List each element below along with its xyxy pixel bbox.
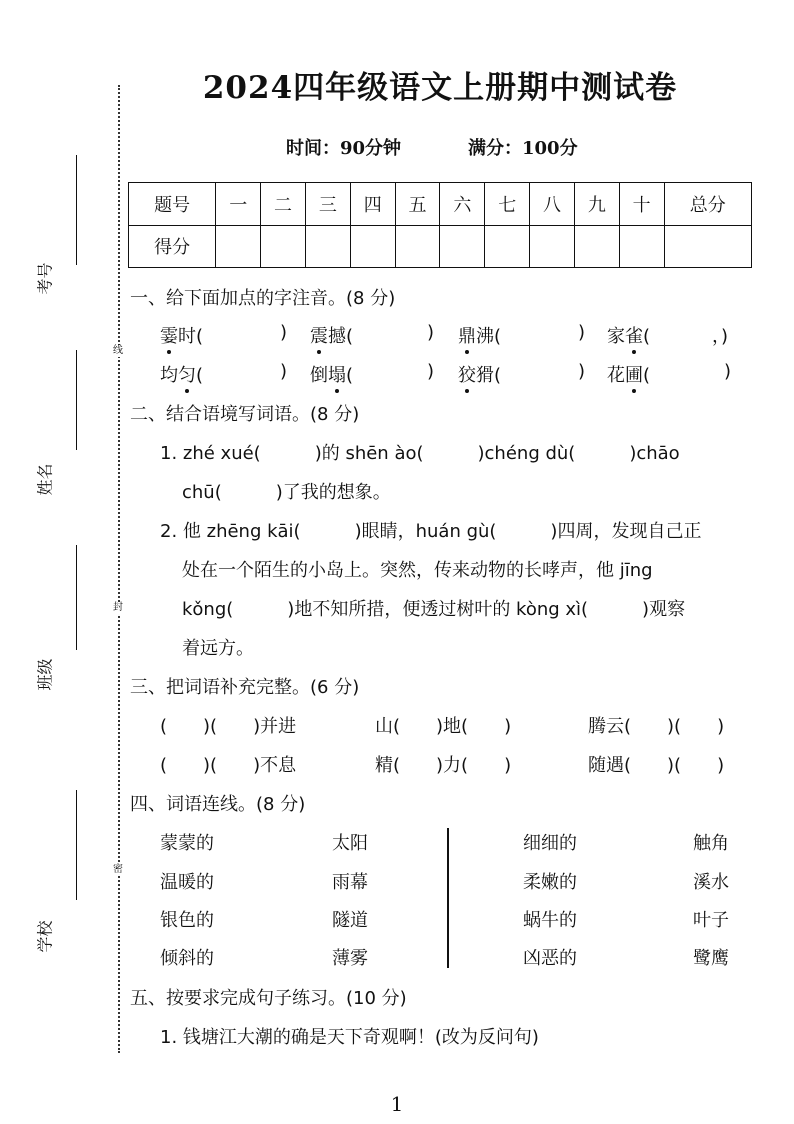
q2-line-3: 2. 他 zhēng kāi( )眼睛，huán gù( )四周，发现自己正	[160, 521, 702, 542]
pinyin-close: )	[427, 322, 435, 343]
score-cell[interactable]	[395, 225, 440, 268]
score-table-head-row	[129, 183, 752, 226]
field-school: 学校	[24, 790, 74, 960]
score-cell[interactable]	[574, 225, 619, 268]
pinyin-close: )	[724, 361, 732, 382]
pinyin-item: 家雀(	[607, 326, 651, 347]
pinyin-item: 狡猾(	[458, 365, 502, 386]
match-item: 雨幕	[332, 872, 368, 893]
score-cell[interactable]	[216, 225, 261, 268]
q5-item-1: 1. 钱塘江大潮的确是天下奇观啊！(改为反问句)	[160, 1027, 539, 1048]
idiom-item: 随遇( )( )	[588, 755, 725, 776]
score-head-cell: 一	[216, 183, 261, 226]
full-score: 满分：100分	[468, 138, 578, 159]
pinyin-close: )	[280, 361, 288, 382]
page-title: 2024四年级语文上册期中测试卷	[202, 70, 678, 106]
score-head-cell: 七	[485, 183, 530, 226]
match-item: 鹭鹰	[693, 948, 729, 969]
score-table-score-row	[129, 225, 752, 268]
score-head-cell: 六	[440, 183, 485, 226]
match-item: 倾斜的	[160, 948, 214, 969]
score-head-cell: 八	[530, 183, 575, 226]
q2-line-2: chū( )了我的想象。	[182, 482, 391, 503]
cut-mark-seal: 封	[113, 602, 123, 613]
match-item: 银色的	[160, 910, 214, 931]
score-cell[interactable]	[261, 225, 306, 268]
match-item: 蒙蒙的	[160, 833, 214, 854]
pinyin-close: )	[427, 361, 435, 382]
match-item: 薄雾	[332, 948, 368, 969]
match-item: 叶子	[693, 910, 729, 931]
section-4-title: 四、词语连线。(8 分)	[130, 794, 306, 815]
score-cell[interactable]	[530, 225, 575, 268]
score-head-cell: 十	[619, 183, 664, 226]
field-exam-number: 考号	[24, 155, 74, 325]
section-1-title: 一、给下面加点的字注音。(8 分)	[130, 288, 396, 309]
score-cell[interactable]	[440, 225, 485, 268]
match-item: 溪水	[693, 872, 729, 893]
pinyin-close: )	[578, 322, 586, 343]
match-item: 细细的	[523, 833, 577, 854]
idiom-item: 山( )地( )	[375, 716, 512, 737]
pinyin-item: 花圃(	[607, 365, 651, 386]
score-head-cell: 四	[350, 183, 395, 226]
score-head-cell: 三	[305, 183, 350, 226]
page-number: 1	[390, 1092, 404, 1116]
score-cell[interactable]	[664, 225, 751, 268]
q2-line-4: 处在一个陌生的小岛上。突然，传来动物的长哮声，他 jīng	[182, 560, 653, 581]
match-item: 温暖的	[160, 872, 214, 893]
pinyin-item: 均匀(	[160, 365, 204, 386]
column-divider	[447, 828, 449, 968]
match-item: 蜗牛的	[523, 910, 577, 931]
cut-mark-secret: 密	[113, 864, 123, 875]
pinyin-close: ，)	[712, 326, 729, 347]
match-item: 触角	[693, 833, 729, 854]
match-item: 柔嫩的	[523, 872, 577, 893]
score-head-cell: 题号	[129, 183, 216, 226]
score-head-cell: 二	[261, 183, 306, 226]
idiom-item: 腾云( )( )	[588, 716, 725, 737]
exam-time: 时间：90分钟	[286, 138, 402, 159]
pinyin-item: 霎时(	[160, 326, 204, 347]
score-cell[interactable]	[305, 225, 350, 268]
idiom-item: 精( )力( )	[375, 755, 512, 776]
score-row-label: 得分	[129, 225, 216, 268]
field-name: 姓名	[24, 350, 74, 500]
score-cell[interactable]	[619, 225, 664, 268]
score-cell[interactable]	[350, 225, 395, 268]
match-item: 凶恶的	[523, 948, 577, 969]
idiom-item: ( )( )不息	[160, 755, 297, 776]
section-2-title: 二、结合语境写词语。(8 分)	[130, 404, 360, 425]
match-item: 隧道	[332, 910, 368, 931]
field-class: 班级	[24, 545, 74, 705]
pinyin-close: )	[578, 361, 586, 382]
score-head-cell: 总分	[664, 183, 751, 226]
section-3-title: 三、把词语补充完整。(6 分)	[130, 677, 360, 698]
score-table	[128, 182, 752, 268]
q2-line-6: 着远方。	[182, 638, 254, 659]
pinyin-close: )	[280, 322, 288, 343]
pinyin-item: 鼎沸(	[458, 326, 502, 347]
score-cell[interactable]	[485, 225, 530, 268]
q2-line-5: kǒng( )地不知所措，便透过树叶的 kòng xì( )观察	[182, 599, 686, 620]
match-item: 太阳	[332, 833, 368, 854]
section-5-title: 五、按要求完成句子练习。(10 分)	[130, 988, 407, 1009]
pinyin-item: 震撼(	[310, 326, 354, 347]
q2-line-1: 1. zhé xué( )的 shēn ào( )chéng dù( )chāo	[160, 443, 680, 464]
score-head-cell: 五	[395, 183, 440, 226]
binding-line	[118, 85, 120, 1053]
cut-mark-line: 线	[113, 345, 123, 356]
idiom-item: ( )( )并进	[160, 716, 297, 737]
pinyin-item: 倒塌(	[310, 365, 354, 386]
score-head-cell: 九	[574, 183, 619, 226]
